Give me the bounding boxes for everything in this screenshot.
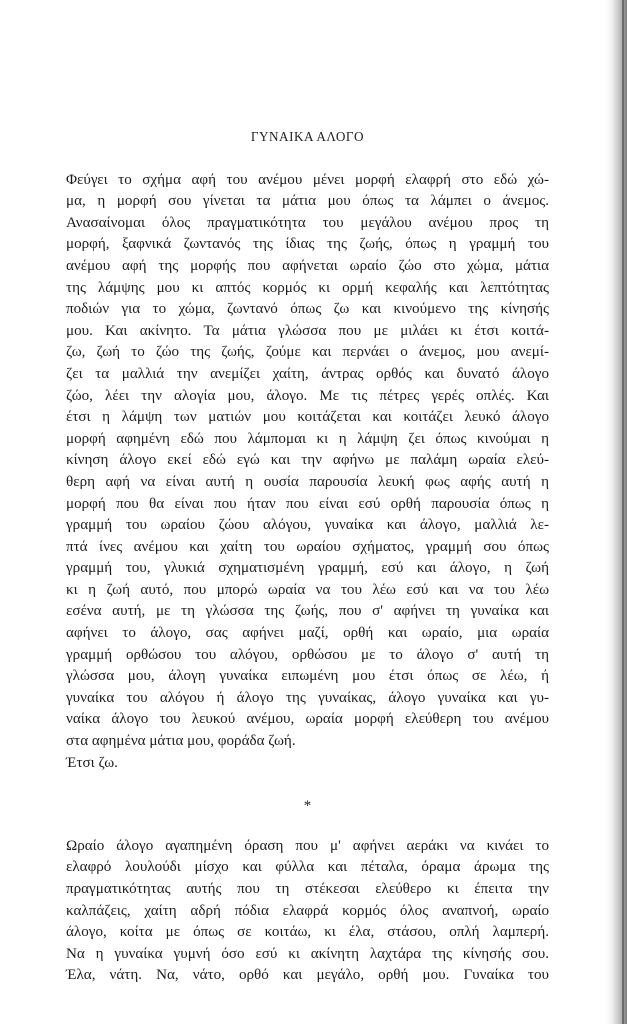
text-line: μου. Και ακίνητο. Τα μάτια γλώσσα που με μιλάει κι έτσι κοιτά-: [66, 322, 549, 339]
text-line: ελαφρό λουλούδι μίσχο και φύλλα και πέταλα, όραμα άρωμα της: [66, 859, 549, 876]
poem-section-2: [66, 836, 549, 987]
text-line: κίνηση άλογο εκεί εδώ εγώ και την αφήνω με παλάμη ωραία ελεύ-: [66, 452, 549, 469]
text-line: μα, η μορφή σου γίνεται τα μάτια μου όπως τα λάμπει ο άνεμος.: [66, 193, 549, 210]
text-line: ζω, ζωή το ζώο της ζωής, ζούμε και περνάει ο άνεμος, μου ανεμί-: [66, 344, 549, 361]
text-line: καλπάζεις, χαίτη αδρή πόδια ελαφρά κορμός όλος αναπνοή, ωραίο: [66, 902, 549, 919]
text-line: στα αφημένα μάτια μου, φοράδα ζωή.: [66, 733, 296, 750]
poem-section-1: [66, 170, 549, 775]
book-spine-edge: [605, 0, 627, 1024]
text-line: πραγματικότητας αυτής που τη στέκεσαι ελεύθερο κι έπειτα την: [66, 881, 549, 897]
text-line: της λάμψης μου κι απτός κορμός κι ορμή κεφαλής και λεπτότητας: [66, 279, 549, 296]
section-gap: [66, 818, 549, 836]
text-line: αφήνει το άλογο, σας αφήνει μαζί, ορθή και ωραίο, μια ωραία: [66, 625, 549, 642]
text-line: Έτσι ζω.: [66, 754, 118, 771]
text-line: μορφή αφημένη εδώ που λάμπομαι κι η λάμψη ζει όπως κινούμαι η: [66, 430, 549, 447]
text-line: γραμμή ορθώσου του αλόγου, ορθώσου με το άλογο σ' αυτή τη: [66, 646, 549, 663]
text-line: γραμμή του ωραίου ζώου αλόγου, γυναίκα και άλογο, μαλλιά λε-: [66, 517, 549, 534]
text-line: Φεύγει το σχήμα αφή του ανέμου μένει μορφή ελαφρή στο εδώ χώ-: [66, 171, 549, 188]
text-line: ναίκα άλογο του λευκού ανέμου, ωραία μορφή ελεύθερη του ανέμου: [66, 711, 549, 728]
text-line: γλώσσα μου, άλογη γυναίκα ειπωμένη μου έτσι όπως σε λέω, ή: [66, 668, 549, 685]
poem-text: [66, 126, 549, 987]
text-line: έτσι η λάμψη των ματιών μου κοιτάζεται και κοιτάζει λευκό άλογο: [66, 409, 549, 426]
text-line: Έλα, νάτη. Να, νάτο, ορθό και μεγάλο, ορθή μου. Γυναίκα του: [66, 967, 549, 984]
text-line: εσένα αυτή, με τη γλώσσα της ζωής, που σ' αφήνει τη γυναίκα και: [66, 603, 549, 620]
text-line: άλογο, κοίτα με όπως σε κοιτάω, κι έλα, στάσου, οπλή λαμπερή.: [66, 924, 549, 941]
book-page: [6, 0, 606, 1024]
section-gap: [66, 774, 549, 796]
section-separator: *: [303, 798, 312, 815]
text-line: γραμμή του, γλυκιά σχηματισμένη γραμμή, εσύ και άλογο, η ζωή: [66, 560, 549, 577]
text-line: ανέμου αφή της μορφής που αφήνεται ωραίο ζώο στο χώμα, μάτια: [66, 257, 549, 274]
text-line: ποδιών για το χώμα, ζωντανό όπως ζω και κινούμενο της κίνησής: [66, 301, 549, 318]
text-line: κι η ζωή αυτό, που μπορώ ωραία να του λέω εσύ και να του λέω: [66, 581, 549, 598]
text-line: Να η γυναίκα γυμνή όσο εσύ κι ακίνητη λαχτάρα της κίνησής σου.: [66, 945, 549, 962]
text-line: ζώο, λέει την αλογία μου, άλογο. Με τις πέτρες γερές οπλές. Και: [66, 387, 549, 404]
text-line: πτά ίνες ανέμου και χαίτη του ωραίου σχήματος, γραμμή σου όπως: [66, 538, 549, 555]
text-line: μορφή που θα είναι που ήταν που είναι εσύ ορθή παρουσία όπως η: [66, 495, 549, 512]
text-line: ζει τα μαλλιά την ανεμίζει χαίτη, άντρας ορθός και δυνατό άλογο: [66, 365, 549, 382]
text-line: Ωραίο άλογο αγαπημένη όραση που μ' αφήνει αεράκι να κινάει το: [66, 837, 549, 854]
text-line: Ανασαίνομαι όλος πραγματικότητα του μεγάλου ανέμου προς τη: [66, 214, 549, 231]
text-line: γυναίκα του αλόγου ή άλογο της γυναίκας, άλογο γυναίκα και γυ-: [66, 689, 549, 706]
poem-title: ΓΥΝΑΙΚΑ ΑΛΟΓΟ: [250, 129, 365, 144]
text-line: θερη αφή να είναι αυτή η ουσία παρουσία λευκή φως αφής αυτή η: [66, 473, 549, 490]
text-line: μορφή, ξαφνικά ζωντανός της ίδιας της ζωής, όπως η γραμμή του: [66, 236, 549, 253]
